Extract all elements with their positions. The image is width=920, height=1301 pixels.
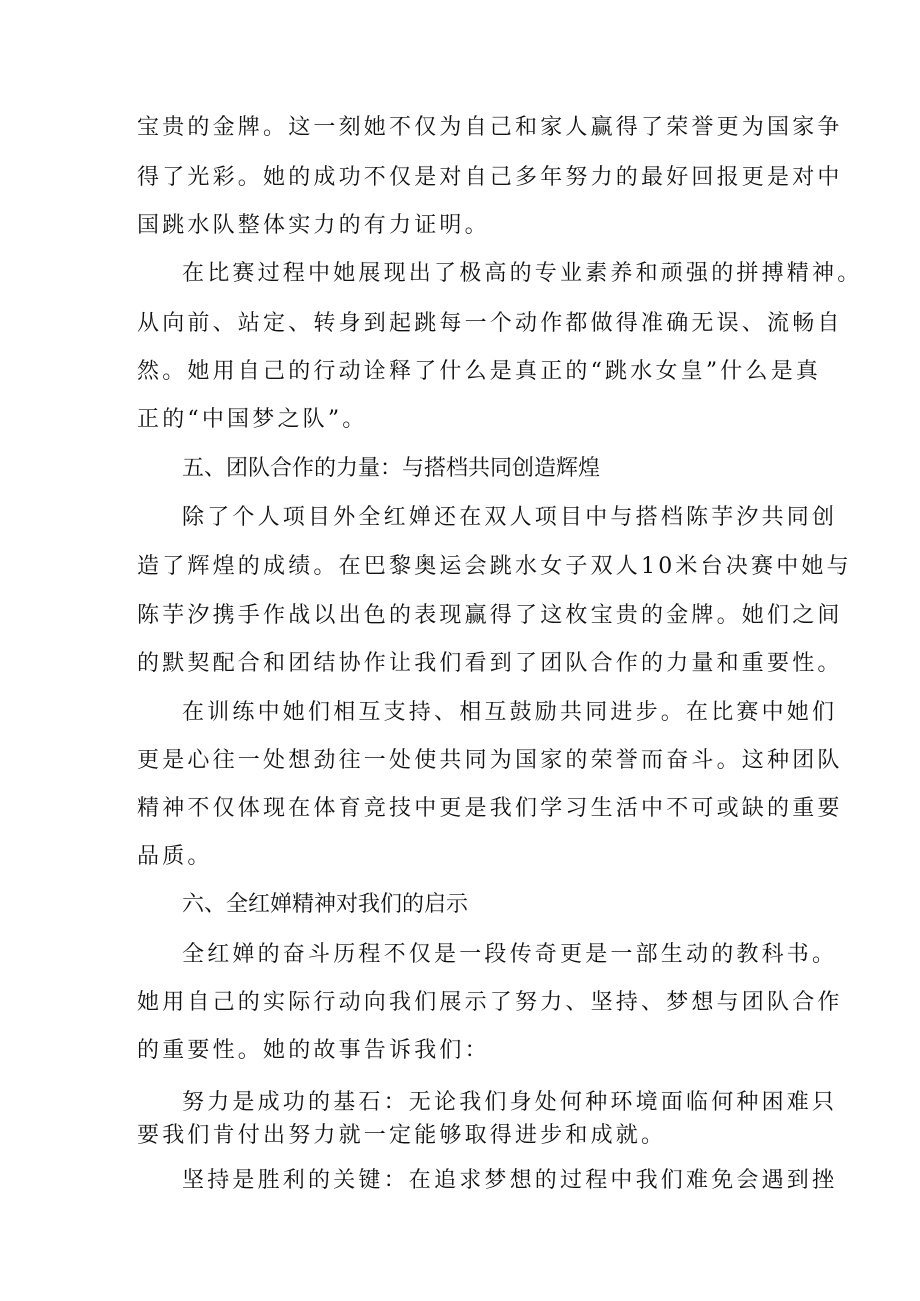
paragraph-line: 全红婵的奋斗历程不仅是一段传奇更是一部生动的教科书。 <box>182 942 838 967</box>
paragraph-line: 在训练中她们相互支持、相互鼓励共同进步。在比赛中她们 <box>182 700 838 725</box>
paragraph-line: 更是心往一处想劲往一处使共同为国家的荣誉而奋斗。这种团队 <box>137 748 843 773</box>
paragraph-line: 精神不仅体现在体育竞技中更是我们学习生活中不可或缺的重要 <box>137 796 843 821</box>
paragraph-line: 然。她用自己的行动诠释了什么是真正的“跳水女皇”什么是真 <box>137 359 822 384</box>
section-heading-6: 六、全红婵精神对我们的启示 <box>182 892 469 917</box>
paragraph-line: 品质。 <box>137 844 213 869</box>
paragraph-line: 陈芋汐携手作战以出色的表现赢得了这枚宝贵的金牌。她们之间 <box>137 603 843 628</box>
paragraph-line: 国跳水队整体实力的有力证明。 <box>137 213 490 238</box>
paragraph-line: 从向前、站定、转身到起跳每一个动作都做得准确无误、流畅自 <box>137 311 843 336</box>
paragraph-line: 她用自己的实际行动向我们展示了努力、坚持、梦想与团队合作 <box>137 990 843 1015</box>
paragraph-line: 宝贵的金牌。这一刻她不仅为自己和家人赢得了荣誉更为国家争 <box>137 115 843 140</box>
paragraph-line: 得了光彩。她的成功不仅是对自己多年努力的最好回报更是对中 <box>137 165 843 190</box>
section-heading-5: 五、团队合作的力量：与搭档共同创造辉煌 <box>182 456 601 481</box>
paragraph-line: 要我们肯付出努力就一定能够取得进步和成就。 <box>137 1123 667 1148</box>
paragraph-line: 坚持是胜利的关键：在追求梦想的过程中我们难免会遇到挫 <box>182 1168 838 1193</box>
paragraph-line: 在比赛过程中她展现出了极高的专业素养和顽强的拼搏精神。 <box>182 261 863 286</box>
paragraph-line: 正的“中国梦之队”。 <box>137 407 368 432</box>
paragraph-line: 除了个人项目外全红婵还在双人项目中与搭档陈芋汐共同创 <box>182 505 838 530</box>
paragraph-line: 造了辉煌的成绩。在巴黎奥运会跳水女子双人10米台决赛中她与 <box>137 554 852 579</box>
paragraph-line: 的默契配合和团结协作让我们看到了团队合作的力量和重要性。 <box>137 651 843 676</box>
paragraph-line: 的重要性。她的故事告诉我们： <box>137 1038 490 1063</box>
paragraph-line: 努力是成功的基石：无论我们身处何种环境面临何种困难只 <box>182 1090 838 1115</box>
